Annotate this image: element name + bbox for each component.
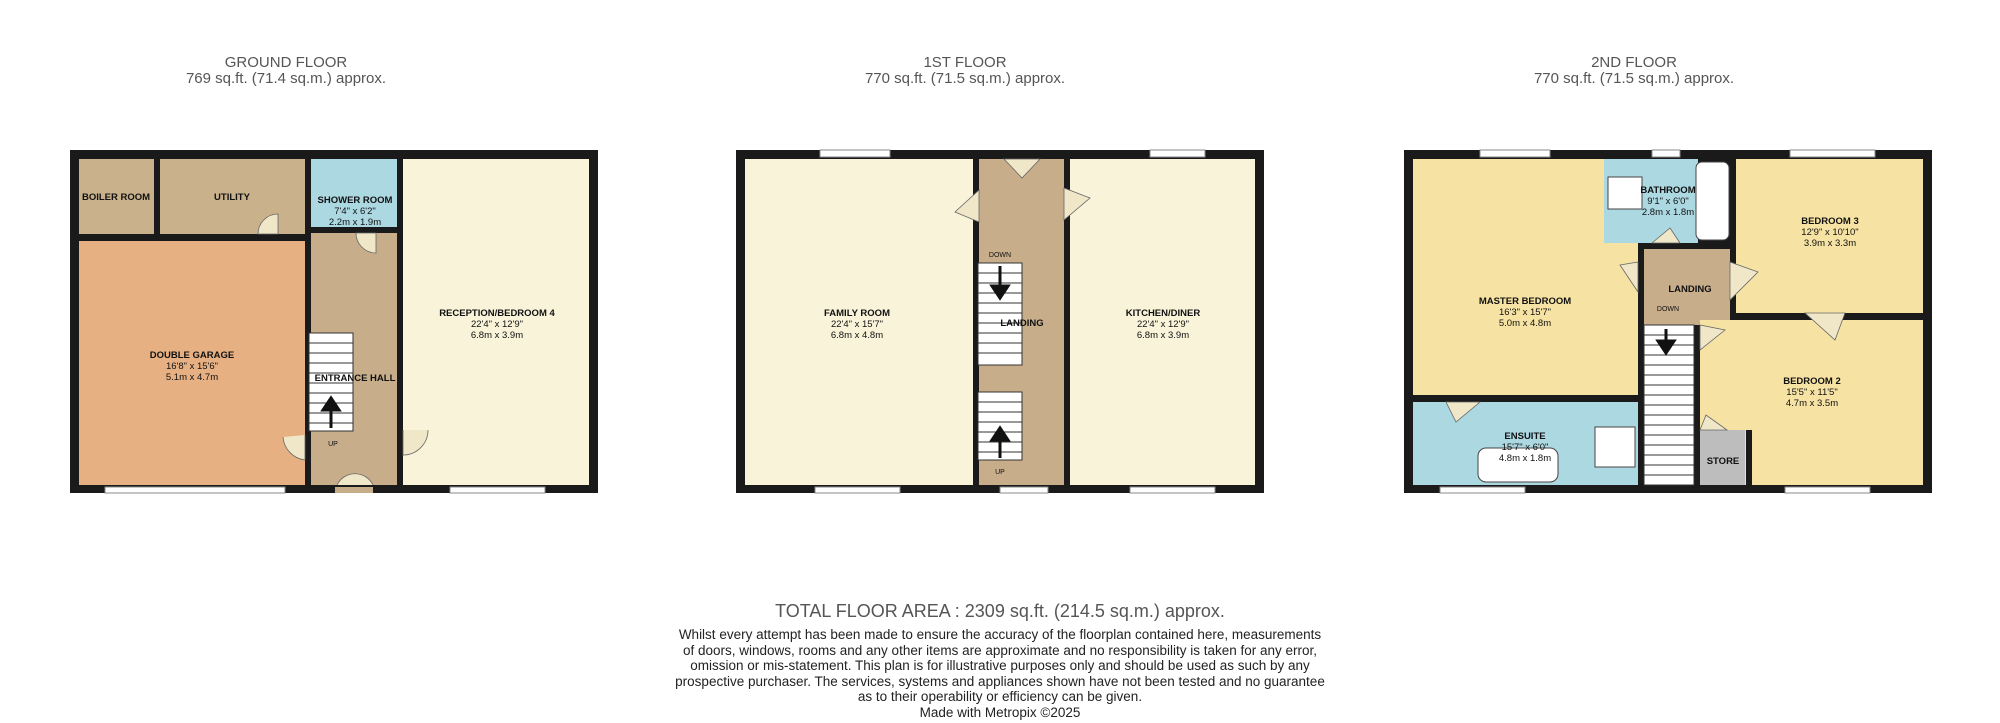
boiler-room-name: BOILER ROOM (81, 192, 151, 203)
disclaimer-line: Whilst every attempt has been made to ensure the accuracy of the floorplan contained here, measurements (678, 627, 1322, 642)
second-stairs-down-label: DOWN (1656, 306, 1680, 313)
landing-window (1000, 487, 1048, 493)
ground-floor-title: GROUND FLOOR (224, 54, 348, 71)
bedroom-2-name: BEDROOM 2 (1783, 376, 1841, 387)
credit: Made with Metropix ©2025 (919, 704, 1081, 720)
store-name: STORE (1706, 456, 1740, 467)
kitchen-bottom-window (1130, 487, 1215, 493)
second-floor-title: 2ND FLOOR (1591, 54, 1677, 71)
master-bedroom-metric: 5.0m x 4.8m (1498, 318, 1552, 329)
ensuite-name: ENSUITE (1504, 431, 1546, 442)
kitchen-name: KITCHEN/DINER (1125, 308, 1201, 319)
bedroom-3-metric: 3.9m x 3.3m (1803, 238, 1857, 249)
reception-metric: 6.8m x 3.9m (470, 330, 524, 341)
bathroom-imperial: 9'1" x 6'0" (1647, 196, 1689, 207)
ground-floor-area: 769 sq.ft. (71.4 sq.m.) approx. (185, 70, 387, 87)
shower-room-metric: 2.2m x 1.9m (328, 217, 382, 228)
ground-stairs-up-label: UP (328, 441, 338, 448)
shower-room-name: SHOWER ROOM (317, 195, 393, 206)
master-bedroom-name: MASTER BEDROOM (1478, 296, 1572, 307)
second-floor-area: 770 sq.ft. (71.5 sq.m.) approx. (1533, 70, 1735, 87)
disclaimer-line: of doors, windows, rooms and any other items are approximate and no responsibility is taken for any error, (682, 642, 1318, 658)
family-room-metric: 6.8m x 4.8m (830, 330, 884, 341)
family-room-top-window (820, 150, 890, 157)
double-garage-metric: 5.1m x 4.7m (165, 372, 219, 383)
family-room-bottom-window (815, 487, 900, 493)
shower-room-imperial: 7'4" x 6'2" (334, 206, 376, 217)
reception-name: RECEPTION/BEDROOM 4 (439, 308, 555, 319)
bedroom-2-metric: 4.7m x 3.5m (1785, 398, 1839, 409)
first-floor-stairs-up (978, 392, 1022, 460)
double-garage-name: DOUBLE GARAGE (149, 350, 235, 361)
disclaimer-line: prospective purchaser. The services, systems and appliances shown have not been tested and no guarantee (675, 673, 1325, 689)
ensuite-window (1440, 487, 1525, 493)
kitchen-top-window (1150, 150, 1205, 157)
front-door-opening (335, 487, 373, 493)
bathroom-window (1652, 150, 1680, 157)
second-floor-plan (1404, 150, 1932, 493)
first-floor-area: 770 sq.ft. (71.5 sq.m.) approx. (864, 70, 1066, 87)
ensuite-metric: 4.8m x 1.8m (1498, 453, 1552, 464)
total-floor-area: TOTAL FLOOR AREA : 2309 sq.ft. (214.5 sq.m.) approx. (775, 601, 1225, 621)
family-room-name: FAMILY ROOM (824, 308, 890, 319)
landing-1-name: LANDING (1000, 318, 1044, 329)
disclaimer (600, 627, 1400, 720)
double-garage-imperial: 16'8" x 15'6" (165, 361, 219, 372)
utility-name: UTILITY (214, 192, 250, 203)
bedroom-3-window (1790, 150, 1875, 157)
bathroom-metric: 2.8m x 1.8m (1641, 207, 1695, 218)
first-stairs-up-label: UP (995, 469, 1005, 476)
bathtub-icon (1696, 162, 1729, 240)
bedroom-3-name: BEDROOM 3 (1801, 216, 1859, 227)
master-window (1480, 150, 1550, 157)
reception-window (450, 487, 545, 493)
bathroom-name: BATHROOM (1640, 185, 1696, 196)
first-floor-title: 1ST FLOOR (923, 54, 1007, 71)
bedroom-2-window (1785, 487, 1870, 493)
landing-2-name: LANDING (1668, 284, 1712, 295)
ground-floor-plan (70, 150, 598, 493)
reception-imperial: 22'4" x 12'9" (470, 319, 524, 330)
first-stairs-down-label: DOWN (988, 252, 1012, 259)
store-wall (1746, 430, 1752, 485)
bedroom-2-imperial: 15'5" x 11'5" (1786, 387, 1838, 398)
disclaimer-line: omission or mis-statement. This plan is for illustrative purposes only and should be used as such by any (690, 658, 1310, 673)
ensuite-imperial: 15'7" x 6'0" (1501, 442, 1549, 453)
ensuite-shower-icon (1595, 427, 1635, 467)
master-bedroom-imperial: 16'3" x 15'7" (1498, 307, 1552, 318)
family-room-imperial: 22'4" x 15'7" (830, 319, 884, 330)
kitchen-imperial: 22'4" x 12'9" (1136, 319, 1190, 330)
entrance-hall-name: ENTRANCE HALL (314, 373, 396, 384)
disclaimer-line: as to their operability or efficiency can be given. (857, 689, 1143, 704)
first-floor-plan (736, 150, 1264, 493)
kitchen-metric: 6.8m x 3.9m (1136, 330, 1190, 341)
shower-tray-icon (1608, 177, 1642, 209)
garage-door-opening (105, 487, 285, 493)
bedroom-3-imperial: 12'9" x 10'10" (1801, 227, 1859, 238)
first-floor-stairs-down (978, 263, 1022, 365)
